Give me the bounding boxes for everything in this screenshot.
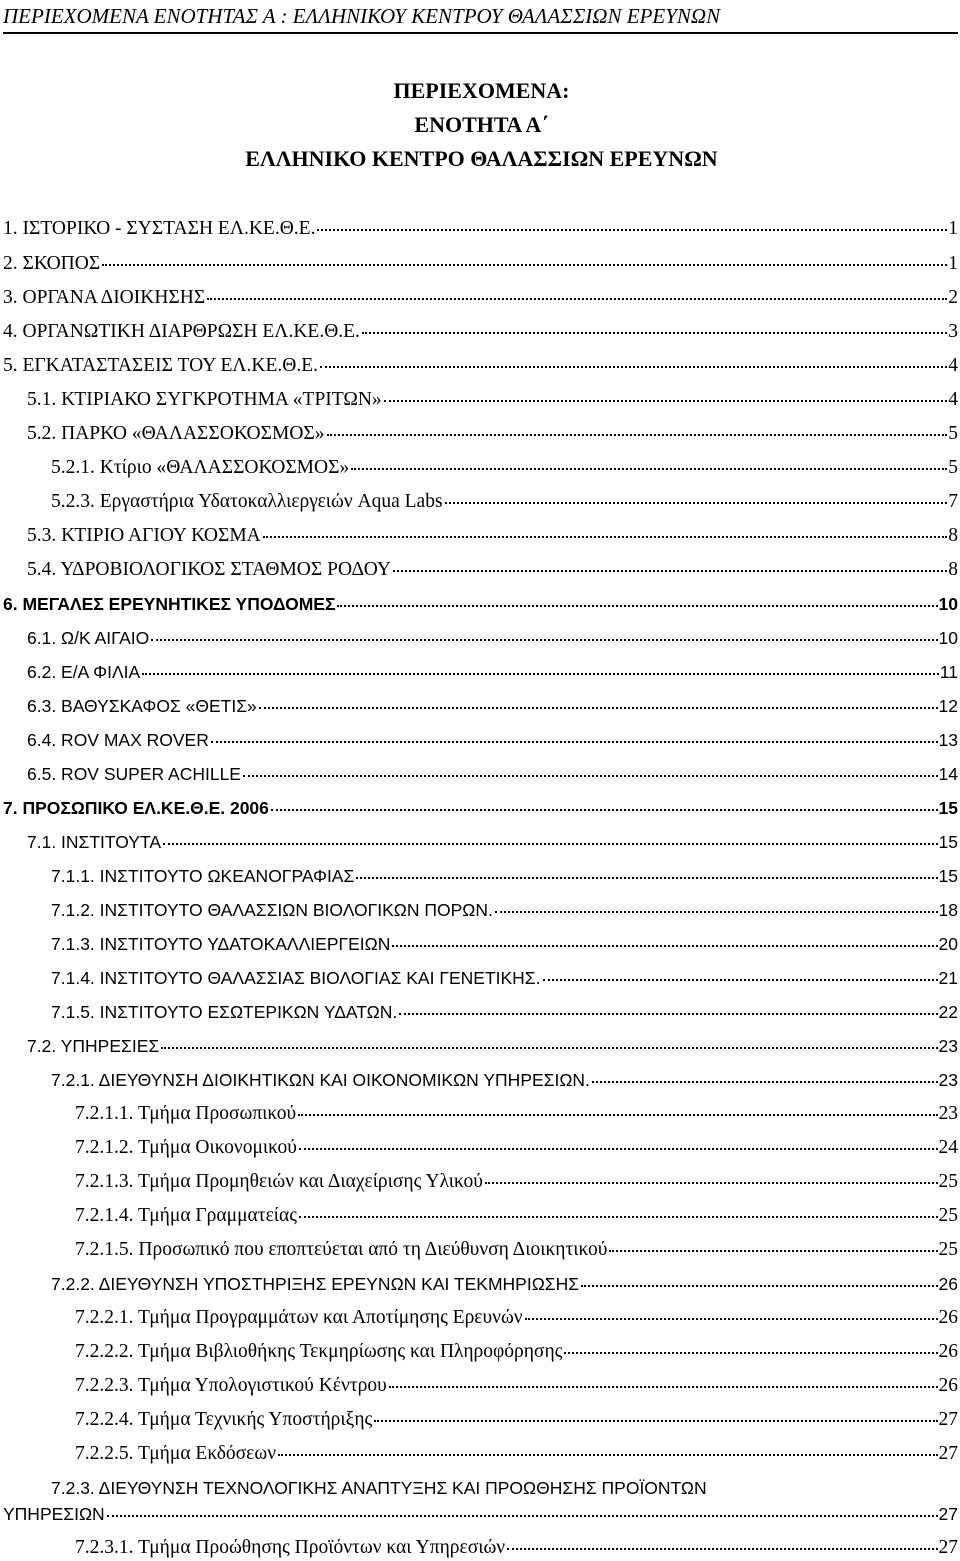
toc-entry[interactable]: 6.5. ROV SUPER ACHILLE 14 [27,764,958,784]
toc-entry[interactable]: 2. ΣΚΟΠΟΣ 1 [3,253,958,274]
toc-entry[interactable]: 7.2.1.5. Προσωπικό που εποπτεύεται από τη Διεύθυνση Διοικητικού 25 [75,1239,958,1260]
toc-entry[interactable]: 7.2.1. ΔΙΕΥΘΥΝΣΗ ΔΙΟΙΚΗΤΙΚΩΝ ΚΑΙ ΟΙΚΟΝΟΜΙΚΩΝ ΥΠΗΡΕΣΙΩΝ. 23 [51,1070,958,1090]
contents-heading: ΠΕΡΙΕΧΟΜΕΝΑ: [393,78,570,103]
toc-entry[interactable]: 6.3. ΒΑΘΥΣΚΑΦΟΣ «ΘΕΤΙΣ» 12 [27,696,958,716]
toc-entry[interactable]: 6. ΜΕΓΑΛΕΣ ΕΡΕΥΝΗΤΙΚΕΣ ΥΠΟΔΟΜΕΣ 10 [3,594,958,614]
toc-entry[interactable]: 6.1. Ω/Κ ΑΙΓΑΙΟ 10 [27,628,958,648]
toc-entry[interactable]: 7.2.2. ΔΙΕΥΘΥΝΣΗ ΥΠΟΣΤΗΡΙΞΗΣ ΕΡΕΥΝΩΝ ΚΑΙ ΤΕΚΜΗΡΙΩΣΗΣ 26 [51,1274,958,1294]
toc-entry[interactable]: ΥΠΗΡΕΣΙΩΝ 27 [3,1504,958,1524]
toc-entry[interactable]: 6.2. Ε/Α ΦΙΛΙΑ 11 [27,662,958,682]
toc-entry[interactable]: 3. ΟΡΓΑΝΑ ΔΙΟΙΚΗΣΗΣ 2 [3,287,958,308]
toc-entry[interactable]: 5. ΕΓΚΑΤΑΣΤΑΣΕΙΣ ΤΟΥ ΕΛ.ΚΕ.Θ.Ε. 4 [3,355,958,376]
section-heading: ΕΝΟΤΗΤΑ Α΄ [414,112,549,137]
toc-entry[interactable]: 5.2. ΠΑΡΚΟ «ΘΑΛΑΣΣΟΚΟΣΜΟΣ» 5 [27,423,958,444]
running-header: ΠΕΡΙΕΧΟΜΕΝΑ ΕΝΟΤΗΤΑΣ Α : ΕΛΛΗΝΙΚΟΥ ΚΕΝΤΡΟΥ ΘΑΛΑΣΣΙΩΝ ΕΡΕΥΝΩΝ [3,2,958,34]
toc-entry[interactable]: 7.2.2.4. Τμήμα Τεχνικής Υποστήριξης 27 [75,1409,958,1430]
toc-entry[interactable]: 1. ΙΣΤΟΡΙΚΟ - ΣΥΣΤΑΣΗ ΕΛ.ΚΕ.Θ.Ε. 1 [3,218,958,239]
toc-entry[interactable]: 7.1.5. ΙΝΣΤΙΤΟΥΤΟ ΕΣΩΤΕΡΙΚΩΝ ΥΔΑΤΩΝ. 22 [51,1002,958,1022]
toc-entry[interactable]: 5.2.3. Εργαστήρια Υδατοκαλλιεργειών Aqua Labs 7 [51,491,958,512]
toc-entry[interactable]: 7.1.3. ΙΝΣΤΙΤΟΥΤΟ ΥΔΑΤΟΚΑΛΛΙΕΡΓΕΙΩΝ 20 [51,934,958,954]
toc-entry[interactable]: 6.4. ROV MAX ROVER 13 [27,730,958,750]
toc-entry[interactable]: 7.2.2.2. Τμήμα Βιβλιοθήκης Τεκμηρίωσης και Πληροφόρησης 26 [75,1341,958,1362]
toc-entry[interactable]: 5.1. ΚΤΙΡΙΑΚΟ ΣΥΓΚΡΟΤΗΜΑ «ΤΡΙΤΩΝ» 4 [27,389,958,410]
toc-entry[interactable]: 7.1.1. ΙΝΣΤΙΤΟΥΤΟ ΩΚΕΑΝΟΓΡΑΦΙΑΣ 15 [51,866,958,886]
toc-entry[interactable]: 7.2.1.2. Τμήμα Οικονομικού 24 [75,1137,958,1158]
toc-entry[interactable]: 7.2.2.5. Τμήμα Εκδόσεων 27 [75,1443,958,1464]
toc-entry[interactable]: 7.2.2.3. Τμήμα Υπολογιστικού Κέντρου 26 [75,1375,958,1396]
toc-entry[interactable]: 7.1.4. ΙΝΣΤΙΤΟΥΤΟ ΘΑΛΑΣΣΙΑΣ ΒΙΟΛΟΓΙΑΣ ΚΑΙ ΓΕΝΕΤΙΚΗΣ. 21 [51,968,958,988]
toc-entry[interactable]: 7.2.1.1. Τμήμα Προσωπικού 23 [75,1103,958,1124]
toc-entry[interactable]: 7. ΠΡΟΣΩΠΙΚΟ ΕΛ.ΚΕ.Θ.Ε. 2006 15 [3,798,958,818]
toc-entry[interactable]: 7.2.1.3. Τμήμα Προμηθειών και Διαχείρισης Υλικού 25 [75,1171,958,1192]
toc-entry[interactable]: 5.3. ΚΤΙΡΙΟ ΑΓΙΟΥ ΚΟΣΜΑ 8 [27,525,958,546]
toc-entry[interactable]: 7.2. ΥΠΗΡΕΣΙΕΣ 23 [27,1036,958,1056]
toc-entry[interactable]: 4. ΟΡΓΑΝΩΤΙΚΗ ΔΙΑΡΘΡΩΣΗ ΕΛ.ΚΕ.Θ.Ε. 3 [3,321,958,342]
toc-entry[interactable]: 7.2.3.1. Τμήμα Προώθησης Προϊόντων και Υπηρεσιών 27 [75,1537,958,1558]
toc-entry[interactable]: 7.2.2.1. Τμήμα Προγραμμάτων και Αποτίμησης Ερευνών 26 [75,1307,958,1328]
toc-entry[interactable]: 7.1. ΙΝΣΤΙΤΟΥΤΑ 15 [27,832,958,852]
organization-heading: ΕΛΛΗΝΙΚΟ ΚΕΝΤΡΟ ΘΑΛΑΣΣΙΩΝ ΕΡΕΥΝΩΝ [245,146,718,171]
toc-entry-wrapped-line[interactable]: 7.2.3. ΔΙΕΥΘΥΝΣΗ ΤΕΧΝΟΛΟΓΙΚΗΣ ΑΝΑΠΤΥΞΗΣ ΚΑΙ ΠΡΟΩΘΗΣΗΣ ΠΡΟΪΟΝΤΩΝ [51,1478,707,1498]
toc-entry[interactable]: 7.1.2. ΙΝΣΤΙΤΟΥΤΟ ΘΑΛΑΣΣΙΩΝ ΒΙΟΛΟΓΙΚΩΝ ΠΟΡΩΝ. 18 [51,900,958,920]
contents-title-block [0,74,960,176]
toc-entry[interactable]: 5.2.1. Κτίριο «ΘΑΛΑΣΣΟΚΟΣΜΟΣ» 5 [51,457,958,478]
toc-entry[interactable]: 7.2.1.4. Τμήμα Γραμματείας 25 [75,1205,958,1226]
toc-entry[interactable]: 5.4. ΥΔΡΟΒΙΟΛΟΓΙΚΟΣ ΣΤΑΘΜΟΣ ΡΟΔΟΥ 8 [27,559,958,580]
